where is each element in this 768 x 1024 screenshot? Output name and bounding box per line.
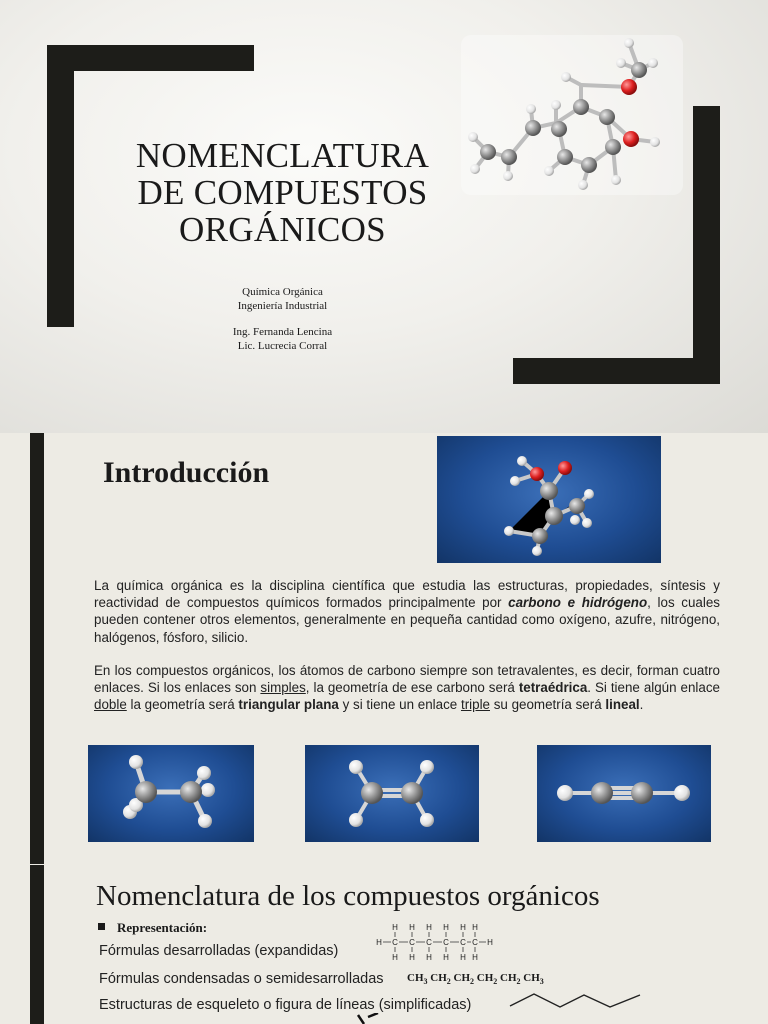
career-text: Ingeniería Industrial xyxy=(237,299,328,312)
nomenclature-slide xyxy=(0,865,768,1024)
bracket-bottom-right-horizontal xyxy=(513,358,720,384)
skeletal-formula-text: Estructuras de esqueleto o figura de líneas (simplificadas) xyxy=(99,997,472,1013)
svg-text:H: H xyxy=(472,923,478,932)
intro-paragraph-1 xyxy=(94,577,720,646)
presentation-subtitle xyxy=(180,286,385,353)
condensed-formula: $CH_3$ $CH_2$ $CH_2$ $CH_2$ $CH_2$ $CH_3$ xyxy=(407,972,544,987)
svg-text:H: H xyxy=(392,953,398,962)
p1-bold-text: carbono e hidrógeno xyxy=(508,595,648,611)
bullet-square-icon xyxy=(98,923,105,930)
p2-text-b: , la geometría de ese carbono será xyxy=(305,680,519,696)
introduction-title: Introducción xyxy=(103,456,270,489)
expanded-formula-text: Fórmulas desarrolladas (expandidas) xyxy=(99,943,339,959)
teacher-1-text: Ing. Fernanda Lencina xyxy=(232,326,333,338)
skeletal-fragment-diagram xyxy=(352,1013,392,1024)
svg-text:H: H xyxy=(392,923,398,932)
slide-accent-bar xyxy=(30,865,44,1024)
svg-text:H: H xyxy=(376,938,382,947)
skeletal-formula-diagram xyxy=(508,991,643,1013)
title-line-2: DE COMPUESTOS xyxy=(137,173,428,212)
svg-text:C: C xyxy=(409,938,415,947)
svg-text:H: H xyxy=(460,923,466,932)
p2-text-c: . Si tiene algún enlace xyxy=(587,680,720,696)
p2-tetraedrica: tetraédrica xyxy=(518,680,588,696)
teacher-2-text: Lic. Lucrecia Corral xyxy=(237,339,328,352)
introduction-slide xyxy=(0,433,768,865)
expanded-formula-diagram xyxy=(372,921,497,963)
representation-label: Representación: xyxy=(117,920,208,935)
p2-lineal: lineal xyxy=(605,697,640,713)
svg-text:H: H xyxy=(460,953,466,962)
slide-accent-bar xyxy=(30,433,44,864)
ethylene-molecule-image xyxy=(305,745,479,842)
acetylene-molecule-image xyxy=(537,745,711,842)
p2-text-g: . xyxy=(639,697,644,713)
nomenclature-title: Nomenclatura de los compuestos orgánicos xyxy=(96,880,600,912)
svg-text:C: C xyxy=(392,938,398,947)
svg-text:C: C xyxy=(443,938,449,947)
svg-text:H: H xyxy=(487,938,493,947)
bracket-bottom-right-vertical xyxy=(693,106,720,384)
p2-text-f: su geometría será xyxy=(490,697,606,713)
p1-text-b: , los cuales pueden contener otros elementos, generalmente en pequeña cantidad como oxígeno, azufre, nitrógeno, halógenos, fósforo, silicio. xyxy=(94,595,720,645)
p2-text-d: la geometría será xyxy=(126,697,239,713)
svg-text:H: H xyxy=(443,923,449,932)
p2-text-a: En los compuestos orgánicos, los átomos de carbono siempre son tetravalentes, es decir, forman cuatro enlaces. Si los enlaces son xyxy=(94,663,720,696)
bracket-top-left-horizontal xyxy=(47,45,254,71)
title-line-1: NOMENCLATURA xyxy=(135,136,430,175)
p2-triangular-plana: triangular plana xyxy=(238,697,339,713)
p2-simples: simples xyxy=(260,680,306,696)
subject-text: Química Orgánica xyxy=(242,286,323,298)
p1-text-a: La química orgánica es la disciplina científica que estudia las estructuras, propiedades, síntesis y reactividad de compuestos químicos formados principalmente por xyxy=(94,578,720,611)
svg-text:H: H xyxy=(426,923,432,932)
condensed-formula-text: Fórmulas condensadas o semidesarrolladas xyxy=(99,971,384,987)
svg-text:H: H xyxy=(409,953,415,962)
molecule-3d-image xyxy=(437,436,661,563)
svg-text:H: H xyxy=(426,953,432,962)
svg-text:C: C xyxy=(460,938,466,947)
presentation-title xyxy=(110,137,455,248)
p2-triple: triple xyxy=(460,697,490,713)
ethane-molecule-image xyxy=(88,745,254,842)
intro-paragraph-2 xyxy=(94,662,720,714)
representation-bullet xyxy=(98,920,207,936)
svg-text:C: C xyxy=(472,938,478,947)
p2-text-e: y si tiene un enlace xyxy=(338,697,461,713)
svg-text:C: C xyxy=(426,938,432,947)
svg-text:H: H xyxy=(409,923,415,932)
p2-doble: doble xyxy=(94,697,127,713)
svg-text:H: H xyxy=(443,953,449,962)
bracket-top-left-vertical xyxy=(47,45,74,327)
title-line-3: ORGÁNICOS xyxy=(179,210,386,249)
title-slide xyxy=(0,0,768,433)
eugenol-molecule-image xyxy=(461,35,683,195)
svg-text:H: H xyxy=(472,953,478,962)
